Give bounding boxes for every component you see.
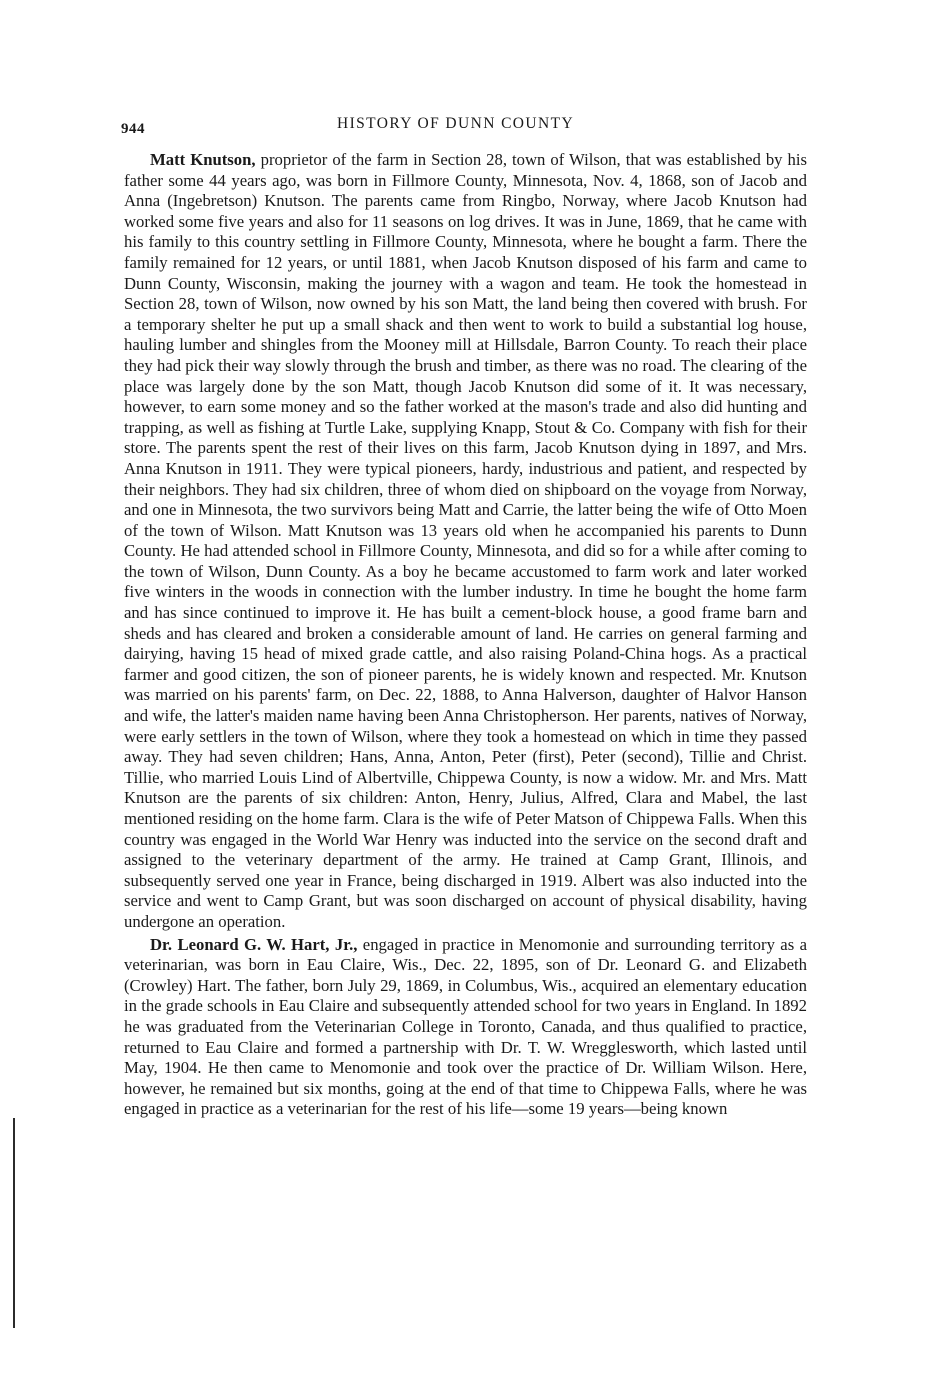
entry-text: proprietor of the farm in Section 28, town of Wilson, that was established by his father some 44 years ago, was born in Fillmore County, Minnesota, Nov. 4, 1868, son of Jacob and Anna (Ingebretson) Knutson. The parents came from Ringbo, Norway, where Jacob Knutson had worked some five years and also for 11 seasons on log drives. It was in June, 1869, that he came with his family to this country settling in Fillmore County, Minnesota, where he bought a farm. There the family remained for 12 years, or until 1881, when Jacob Knutson disposed of his farm and came to Dunn County, Wisconsin, making the journey with a wagon and team. He took the homestead in Section 28, town of Wilson, now owned by his son Matt, the land being then covered with brush. For a temporary shelter he put up a small shack and then went to work to build a substantial log house, hauling lumber and shingles from the Mooney mill at Hillsdale, Barron County. To reach their place they had pick their way slowly through the brush and timber, as there was no road. The clearing of the place was largely done by the son Matt, though Jacob Knutson did some of it. It was necessary, however, to earn some money and so the father worked at the mason's trade and also did hunting and trapping, as well as fishing at Turtle Lake, supplying Knapp, Stout & Co. Company with fish for their store. The parents spent the rest of their lives on this farm, Jacob Knutson dying in 1897, and Mrs. Anna Knutson in 1911. They were typical pioneers, hardy, industrious and patient, and respected by their neighbors. They had six children, three of whom died on shipboard on the voyage from Norway, and one in Minnesota, the two survivors being Matt and Carrie, the latter being the wife of Otto Moen of the town of Wilson. Matt Knutson was 13 years old when he accompanied his parents to Dunn County. He had attended school in Fillmore County, Minnesota, and did so for a while after coming to the town of Wilson, Dunn County. As a boy he became accustomed to farm work and later worked five winters in the woods in connection with the lumber industry. In time he bought the home farm and has since continued to improve it. He has built a cement-block house, a good frame barn and sheds and has cleared and broken a considerable amount of land. He carries on general farming and dairying, having 15 head of mixed grade cattle, and also raising Poland-China hogs. As a practical farmer and good citizen, the son of pioneer parents, he is widely known and respected. Mr. Knutson was married on his parents' farm, on Dec. 22, 1888, to Anna Halverson, daughter of Halvor Hanson and wife, the latter's maiden name having been Anna Christopherson. Her parents, natives of Norway, were early settlers in the town of Wilson, where they took a homestead on which in time they passed away. They had seven children; Hans, Anna, Anton, Peter (first), Peter (second), Tillie and Christ. Tillie, who married Louis Lind of Albertville, Chippewa County, is now a widow. Mr. and Mrs. Matt Knutson are the parents of six children: Anton, Henry, Julius, Alfred, Clara and Mabel, the last mentioned residing on the home farm. Clara is the wife of Peter Matson of Chippewa Falls. When this country was engaged in the World War Henry was inducted into the service on the second draft and assigned to the veterinary department of the army. He trained at Camp Grant, Illinois, and subsequently served one year in France, being discharged in 1919. Albert was also inducted into the service and went to Camp Grant, but was soon discharged on account of physical disability, having undergone an operation. (124, 150, 807, 931)
entry-matt-knutson (124, 150, 807, 933)
page-number: 944 (121, 121, 145, 137)
entry-text: engaged in practice in Menomonie and surrounding territory as a veterinarian, was born in Eau Claire, Wis., Dec. 22, 1895, son of Dr. Leonard G. and Elizabeth (Crowley) Hart. The father, born July 29, 1869, in Columbus, Wis., acquired an elementary education in the grade schools in Eau Claire and subsequently attended school for two years in England. In 1892 he was graduated from the Veterinarian College in Toronto, Canada, and thus qualified to practice, returned to Eau Claire and formed a partnership with Dr. T. W. Wregglesworth, which lasted until May, 1904. He then came to Menomonie and took over the practice of Dr. William Wilson. Here, however, he remained but six months, going at the end of that time to Chippewa Falls, where he was engaged in practice as a veterinarian for the rest of his life—some 19 years—being known (124, 934, 807, 1119)
margin-rule (13, 1118, 15, 1328)
entry-leonard-hart (124, 935, 807, 1120)
entry-name: Dr. Leonard G. W. Hart, Jr., (150, 934, 358, 954)
entry-name: Matt Knutson, (150, 150, 256, 169)
running-head: HISTORY OF DUNN COUNTY (337, 115, 575, 132)
body-text (124, 150, 807, 1120)
